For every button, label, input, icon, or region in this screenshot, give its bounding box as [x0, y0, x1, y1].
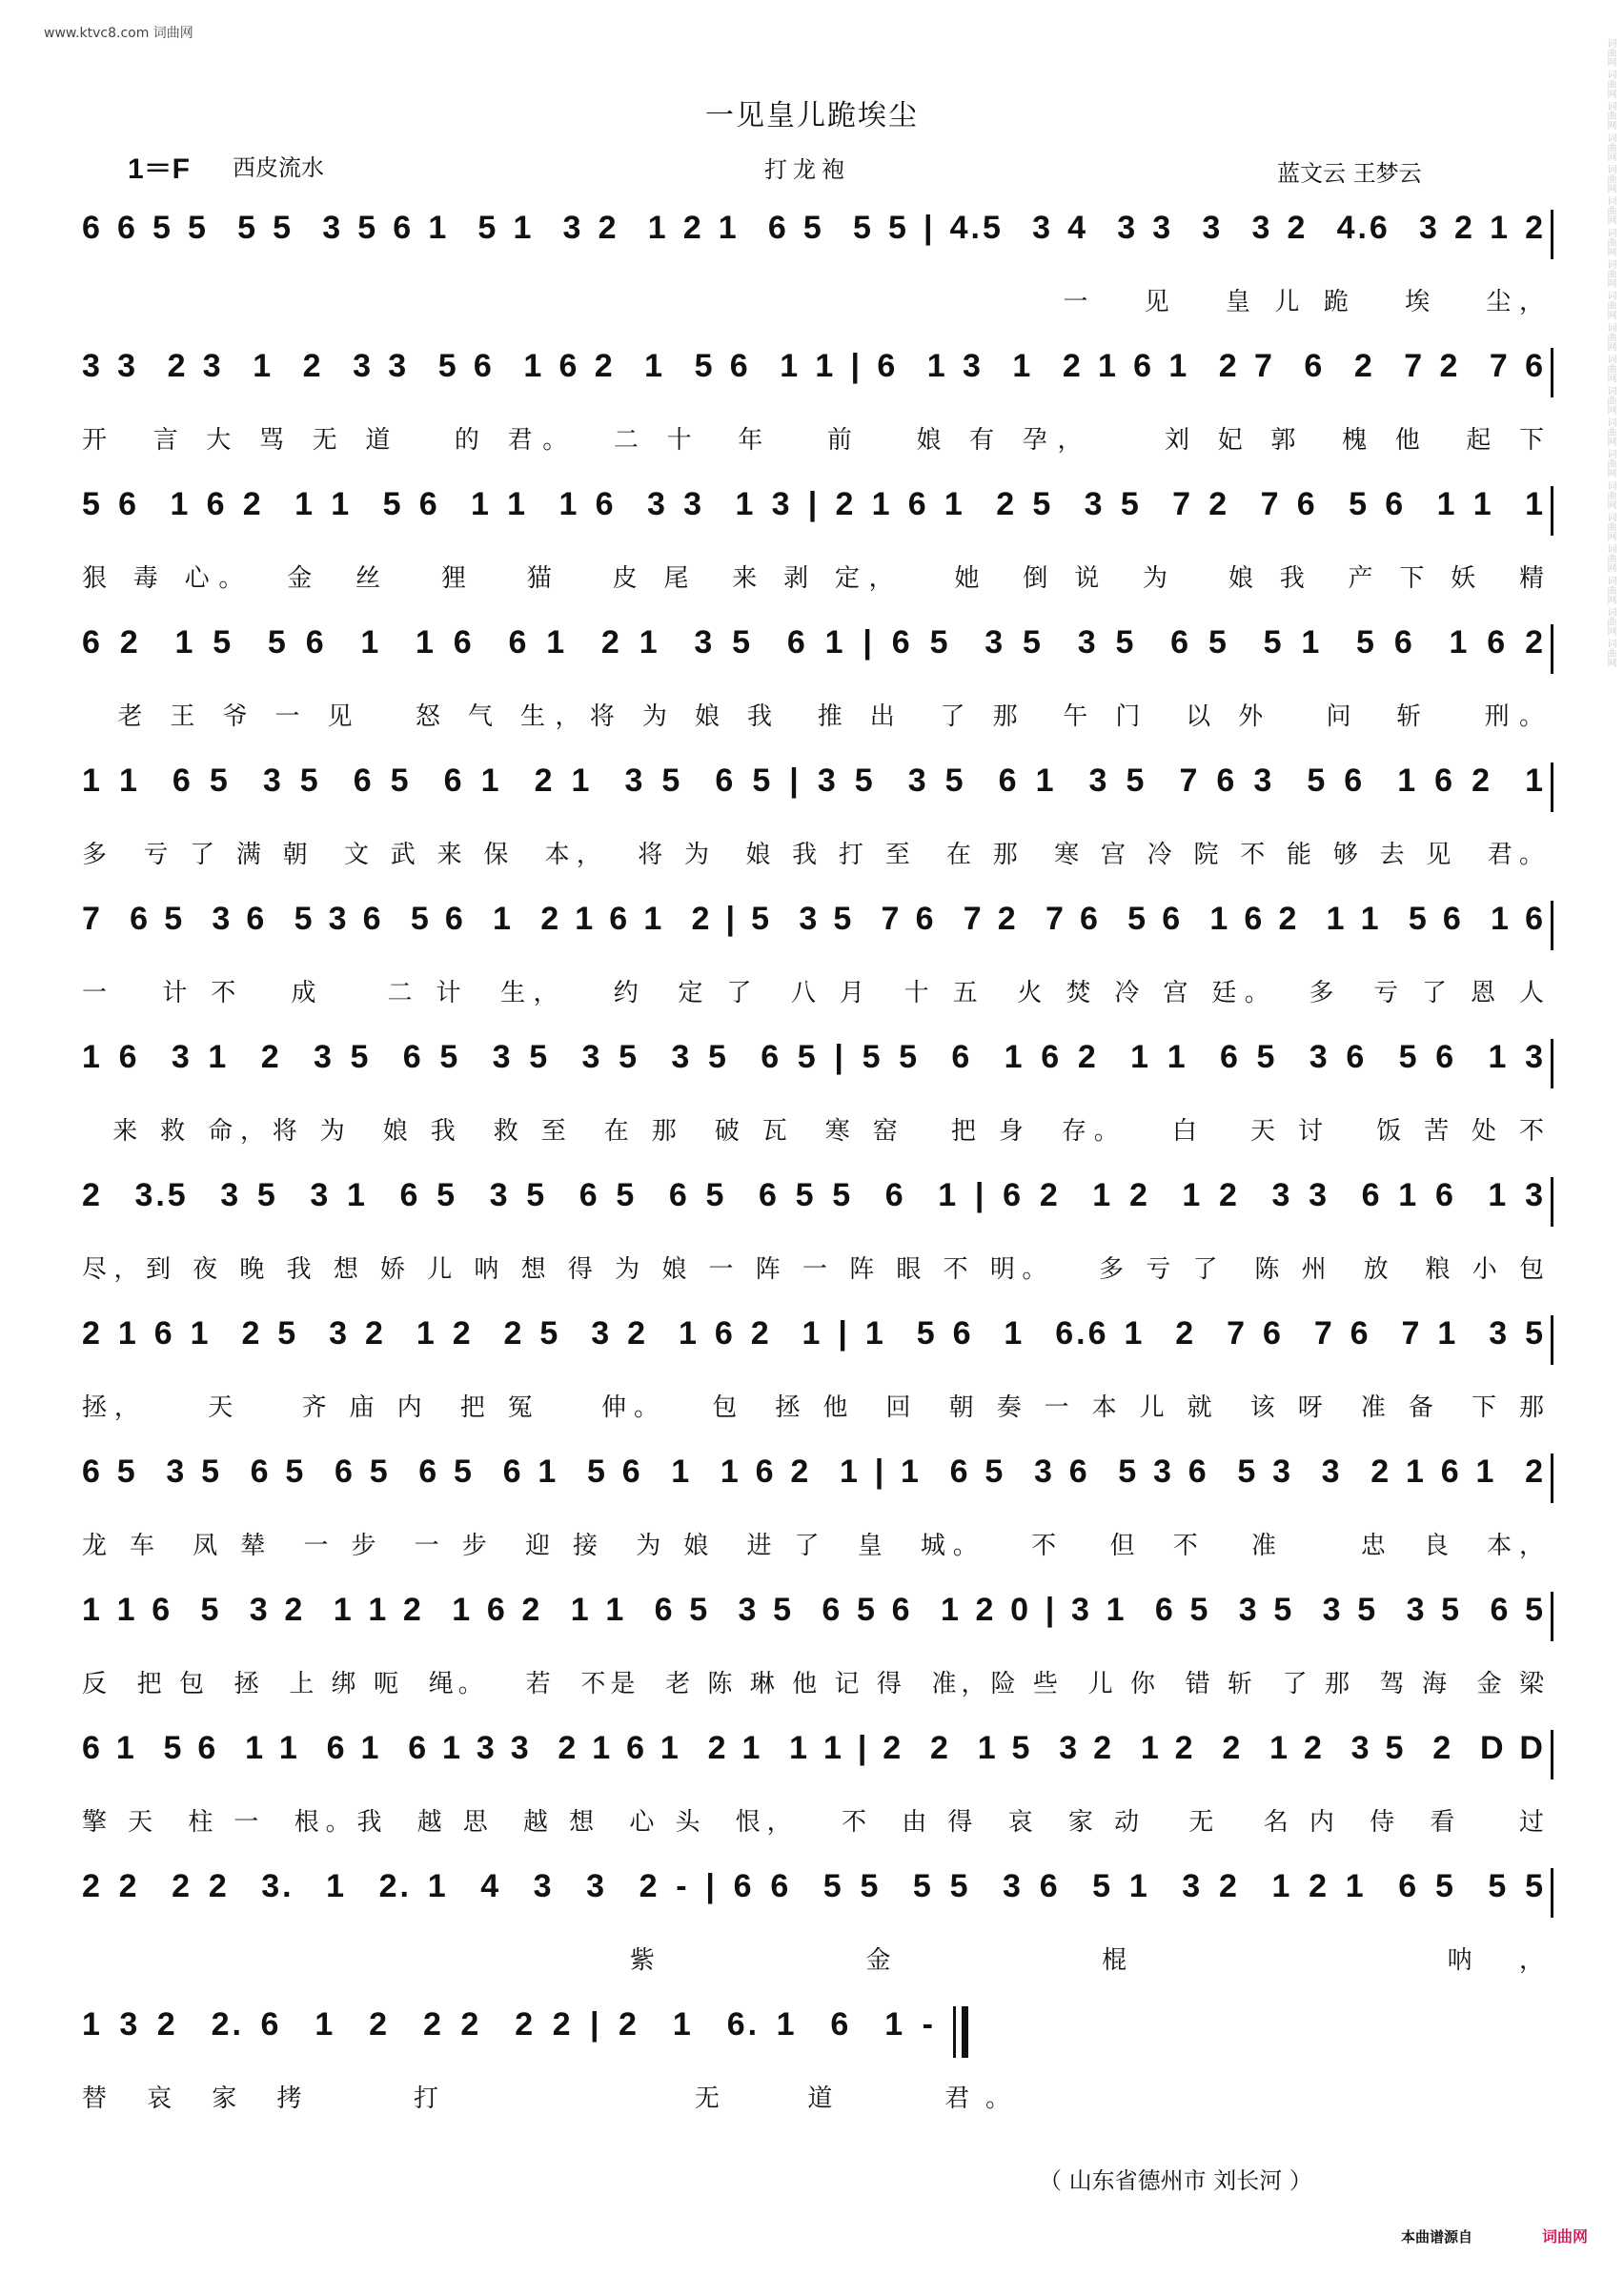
barline	[1551, 1730, 1553, 1779]
score-system-9	[82, 1306, 1546, 1444]
barline	[1551, 624, 1553, 674]
notation-line: 2 2 2 2 3. 1 2. 1 4 3 3 2 - | 6 6 5 5 5 5 3 6 5 1 3 2 1 2 1 6 5 5 5	[82, 1868, 1546, 1916]
barline	[1551, 210, 1553, 259]
lyrics-line: 来 救 命，将 为 娘 我 救 至 在 那 破 瓦 寒 窑 把 身 存。 白 天 讨 饭 苦 处 不	[82, 1117, 1546, 1146]
lyrics-line: 龙 车 凤 辇 一 步 一 步 迎 接 为 娘 进 了 皇 城。 不 但 不 准 忠 良 本，	[82, 1532, 1546, 1560]
song-title: 一见皇儿跪埃尘	[705, 99, 919, 132]
notation-line: 2 1 6 1 2 5 3 2 1 2 2 5 3 2 1 6 2 1 | 1 5 6 1 6.6 1 2 7 6 7 6 7 1 3 5	[82, 1315, 1546, 1363]
barline	[1551, 1592, 1553, 1641]
lyrics-line: 替 哀 家 拷 打 无 道 君。	[82, 2084, 1012, 2113]
key-signature: 1＝F	[128, 153, 191, 185]
score-system-5	[82, 753, 1546, 891]
score-system-14	[82, 1997, 1546, 2135]
notation-line: 1 1 6 5 3 2 1 1 2 1 6 2 1 1 6 5 3 5 6 5 6 1 2 0 | 3 1 6 5 3 5 3 5 3 5 6 5	[82, 1592, 1546, 1639]
lyrics-line: 拯， 天 齐 庙 内 把 冤 伸。 包 拯 他 回 朝 奏 一 本 儿 就 该 呀 准 备 下 那	[82, 1393, 1546, 1422]
notation-line: 6 5 3 5 6 5 6 5 6 5 6 1 5 6 1 1 6 2 1 | 1 6 5 3 6 5 3 6 5 3 3 2 1 6 1 2	[82, 1454, 1546, 1501]
score-system-10	[82, 1444, 1546, 1582]
style-label: 西皮流水	[233, 154, 324, 181]
barline	[1551, 1039, 1553, 1088]
barline	[1551, 486, 1553, 536]
score-system-12	[82, 1720, 1546, 1859]
score-system-6	[82, 891, 1546, 1029]
notation-line: 1 1 6 5 3 5 6 5 6 1 2 1 3 5 6 5 | 3 5 3 5 6 1 3 5 7 6 3 5 6 1 6 2 1	[82, 762, 1546, 810]
lyrics-line: 老 王 爷 一 见 怒 气 生，将 为 娘 我 推 出 了 那 午 门 以 外 问 斩 刑。	[82, 702, 1546, 731]
source-credit: （ 山东省德州市 刘长河 ）	[1039, 2167, 1312, 2194]
notation-line: 3 3 2 3 1 2 3 3 5 6 1 6 2 1 5 6 1 1 | 6 1 3 1 2 1 6 1 2 7 6 2 7 2 7 6	[82, 348, 1546, 396]
barline	[1551, 762, 1553, 812]
lyrics-line: 尽，到 夜 晚 我 想 娇 儿 呐 想 得 为 娘 一 阵 一 阵 眼 不 明。 多 亏 了 陈 州 放 粮 小 包	[82, 1255, 1546, 1284]
tune-label: 打龙袍	[764, 156, 850, 183]
notation-line: 2 3.5 3 5 3 1 6 5 3 5 6 5 6 5 6 5 5 6 1 | 6 2 1 2 1 2 3 3 6 1 6 1 3	[82, 1177, 1546, 1225]
final-barline	[953, 2006, 968, 2058]
barline	[1551, 348, 1553, 397]
score-system-1	[82, 200, 1546, 338]
performers: 蓝文云 王梦云	[1277, 160, 1422, 187]
notation-line: 6 2 1 5 5 6 1 1 6 6 1 2 1 3 5 6 1 | 6 5 3 5 3 5 6 5 5 1 5 6 1 6 2	[82, 624, 1546, 672]
notation-line: 1 3 2 2. 6 1 2 2 2 2 2 | 2 1 6. 1 6 1 -	[82, 2006, 936, 2054]
footer-note: 本曲谱源自	[1401, 2228, 1473, 2246]
notation-line: 6 1 5 6 1 1 6 1 6 1 3 3 2 1 6 1 2 1 1 1 | 2 2 1 5 3 2 1 2 2 1 2 3 5 2 D D	[82, 1730, 1546, 1778]
site-url[interactable]: www.ktvc8.com 词曲网	[44, 26, 193, 41]
score-system-11	[82, 1582, 1546, 1720]
score-system-2	[82, 338, 1546, 477]
lyrics-line: 一 见 皇 儿 跪 埃 尘，	[82, 288, 1546, 316]
barline	[1551, 901, 1553, 950]
score-system-3	[82, 477, 1546, 615]
lyrics-line: 狠 毒 心。 金 丝 狸 猫 皮 尾 来 剥 定， 她 倒 说 为 娘 我 产 下 妖 精	[82, 564, 1546, 593]
lyrics-line: 擎 天 柱 一 根。我 越 思 越 想 心 头 恨， 不 由 得 哀 家 动 无 名 内 侍 看 过	[82, 1808, 1546, 1837]
notation-line: 5 6 1 6 2 1 1 5 6 1 1 1 6 3 3 1 3 | 2 1 6 1 2 5 3 5 7 2 7 6 5 6 1 1 1	[82, 486, 1546, 534]
score-system-4	[82, 615, 1546, 753]
notation-line: 7 6 5 3 6 5 3 6 5 6 1 2 1 6 1 2 | 5 3 5 7 6 7 2 7 6 5 6 1 6 2 1 1 5 6 1 6	[82, 901, 1546, 948]
notation-line: 6 6 5 5 5 5 3 5 6 1 5 1 3 2 1 2 1 6 5 5 5 | 4.5 3 4 3 3 3 3 2 4.6 3 2 1 2	[82, 210, 1546, 257]
barline	[1551, 1177, 1553, 1227]
barline	[1551, 1454, 1553, 1503]
lyrics-line: 一 计 不 成 二 计 生， 约 定 了 八 月 十 五 火 焚 冷 宫 廷。 多 亏 了 恩 人	[82, 979, 1546, 1007]
score-system-13	[82, 1859, 1546, 1997]
score	[82, 200, 1546, 2135]
notation-line: 1 6 3 1 2 3 5 6 5 3 5 3 5 3 5 6 5 | 5 5 6 1 6 2 1 1 6 5 3 6 5 6 1 3	[82, 1039, 1546, 1087]
footer-brand-link[interactable]: 词曲网	[1542, 2227, 1589, 2246]
lyrics-line: 多 亏 了 满 朝 文 武 来 保 本， 将 为 娘 我 打 至 在 那 寒 宫 冷 院 不 能 够 去 见 君。	[82, 841, 1546, 869]
lyrics-line: 开 言 大 骂 无 道 的 君。 二 十 年 前 娘 有 孕， 刘 妃 郭 槐 他 起 下	[82, 426, 1546, 455]
lyrics-line: 反 把 包 拯 上 绑 呃 绳。 若 不是 老 陈 琳 他 记 得 准，险 些 儿 你 错 斩 了 那 驾 海 金 梁	[82, 1670, 1546, 1698]
side-watermark: 词曲网 词曲网 词曲网 词曲网 词曲网 词曲网 词曲网 词曲网 词曲网 词曲网 词曲网 词曲网 词曲网 词曲网 词曲网 词曲网 词曲网 词曲网 词曲网 词曲网	[1605, 38, 1615, 668]
barline	[1551, 1868, 1553, 1918]
score-system-8	[82, 1168, 1546, 1306]
lyrics-line: 紫 金 棍 呐，	[82, 1946, 1546, 1975]
score-system-7	[82, 1029, 1546, 1168]
barline	[1551, 1315, 1553, 1365]
